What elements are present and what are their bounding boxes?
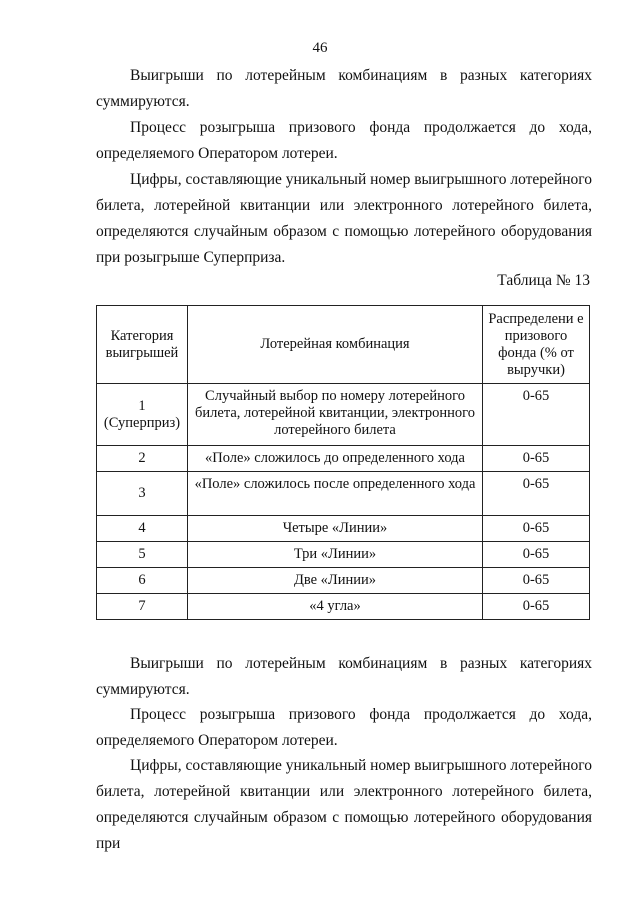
table-row [97, 472, 590, 516]
header-distribution: Распределени е призового фонда (% от выручки) [483, 306, 590, 384]
cell-combination: Случайный выбор по номеру лотерейного билета, лотерейной квитанции, электронного лотерейного билета [188, 384, 483, 446]
paragraph-winnings-sum [96, 63, 592, 115]
table-row [97, 384, 590, 446]
paragraph-ticket-digits [96, 167, 592, 271]
cell-category: 3 [97, 472, 188, 516]
paragraph-rest: определяемого Оператором лотереи. [96, 732, 338, 749]
cell-combination: «Поле» сложилось после определенного хода [188, 472, 483, 516]
prize-distribution-table [96, 305, 590, 620]
header-category: Категория выигрышей [97, 306, 188, 384]
paragraph-rest: определяемого Оператором лотереи. [96, 145, 338, 162]
paragraph-first-line: Процесс розыгрыша призового фонда продолжается до хода, [130, 706, 592, 723]
cell-distribution: 0-65 [483, 446, 590, 472]
cell-distribution: 0-65 [483, 594, 590, 620]
table-header-row [97, 306, 590, 384]
header-combination: Лотерейная комбинация [188, 306, 483, 384]
table-row [97, 516, 590, 542]
cell-category: 5 [97, 542, 188, 568]
paragraph-rest: билета, лотерейной квитанции или электронного лотерейного билета, определяются случайным образом с помощью лотерейного оборудования при [96, 783, 592, 852]
paragraph-rest: суммируются. [96, 93, 190, 110]
cell-category: 7 [97, 594, 188, 620]
paragraph-draw-process-repeat [96, 702, 592, 754]
paragraph-first-line: Цифры, составляющие уникальный номер выигрышного лотерейного [130, 171, 592, 188]
cell-category: 1 (Суперприз) [97, 384, 188, 446]
paragraph-winnings-sum-repeat [96, 651, 592, 703]
cell-combination: Две «Линии» [188, 568, 483, 594]
table-row [97, 594, 590, 620]
paragraph-first-line: Выигрыши по лотерейным комбинациям в разных категориях [130, 655, 592, 672]
cell-distribution: 0-65 [483, 542, 590, 568]
cell-category: 4 [97, 516, 188, 542]
cell-combination: «Поле» сложилось до определенного хода [188, 446, 483, 472]
paragraph-first-line: Процесс розыгрыша призового фонда продолжается до хода, [130, 119, 592, 136]
page-number: 46 [312, 40, 328, 56]
table-row [97, 568, 590, 594]
cell-distribution: 0-65 [483, 516, 590, 542]
cell-category: 2 [97, 446, 188, 472]
cell-distribution: 0-65 [483, 384, 590, 446]
table-caption: Таблица № 13 [497, 272, 590, 289]
cell-combination: «4 угла» [188, 594, 483, 620]
paragraph-first-line: Цифры, составляющие уникальный номер выигрышного лотерейного [130, 757, 592, 774]
paragraph-first-line: Выигрыши по лотерейным комбинациям в разных категориях [130, 67, 592, 84]
cell-combination: Четыре «Линии» [188, 516, 483, 542]
cell-distribution: 0-65 [483, 472, 590, 516]
paragraph-draw-process [96, 115, 592, 167]
paragraph-rest: суммируются. [96, 681, 190, 698]
cell-distribution: 0-65 [483, 568, 590, 594]
paragraph-ticket-digits-repeat [96, 753, 592, 857]
table-row [97, 542, 590, 568]
cell-combination: Три «Линии» [188, 542, 483, 568]
cell-category: 6 [97, 568, 188, 594]
table-row [97, 446, 590, 472]
paragraph-rest: билета, лотерейной квитанции или электронного лотерейного билета, определяются случайным образом с помощью лотерейного оборудования при розыгрыше Суперприза. [96, 197, 592, 266]
